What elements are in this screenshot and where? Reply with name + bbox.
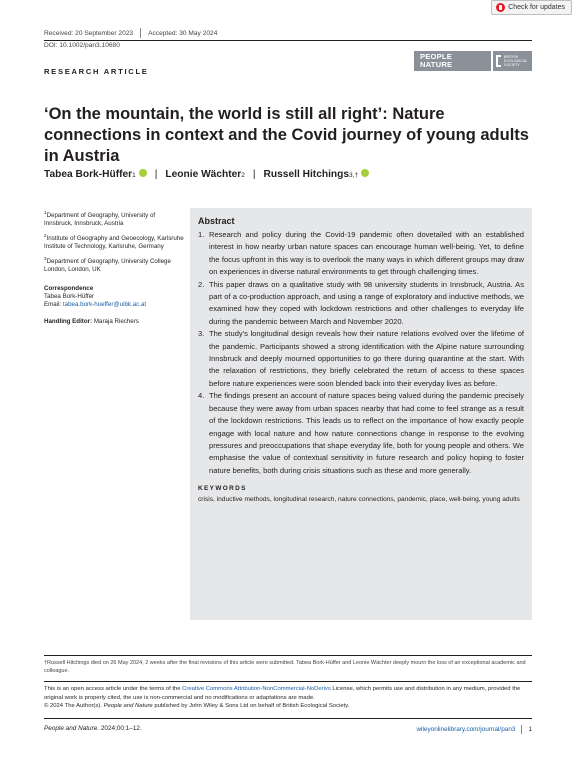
affiliation-sup: 2 (44, 232, 47, 238)
author-separator: | (154, 169, 158, 180)
keywords-text: crisis, inductive methods, longitudinal research, nature connections, pandemic, place, well-being, young adults (198, 496, 520, 504)
author-name[interactable]: Russell Hitchings (263, 169, 350, 180)
license-text: This is an open access article under the terms of the (44, 686, 183, 692)
copyright-text: © 2024 The Author(s). (44, 703, 104, 710)
abstract-heading: Abstract (198, 216, 235, 226)
license-block (44, 685, 532, 711)
abstract-item-number: 2. (198, 279, 205, 289)
cc-license-link[interactable]: Creative Commons Attribution-NonCommercial-NoDerivs (182, 686, 331, 692)
license-text: License, which permits use and distribution in any medium, provided the original work is properly cited, the use is non-commercial and no modifications or adaptations are made. (44, 686, 521, 701)
abstract-item-text: This paper draws on a qualitative study with 98 university students in Innsbruck, Austria. As part of a co-production approach, and using a range of exploratory and inductive methods, we examined how they coped with lockdown restrictions and other challenges to everyday life during the pandemic between March and November 2020. (209, 279, 524, 326)
footer-citation (44, 725, 142, 732)
license-rule (44, 681, 532, 682)
abstract-item-number: 3. (198, 329, 205, 339)
article-title: ‘On the mountain, the world is still all right’: Nature connections in context and the Covid journey of young adults in Austria (44, 105, 529, 165)
affiliation (44, 209, 184, 229)
correspondence-heading: Correspondence (44, 284, 94, 292)
date-separator (140, 28, 141, 38)
orcid-icon[interactable] (139, 169, 147, 177)
correspondence-email (44, 301, 184, 309)
orcid-icon[interactable] (361, 169, 369, 177)
affiliation (44, 232, 184, 252)
affiliation (44, 255, 184, 275)
affiliation-text: Department of Geography, University College London, London, UK (44, 257, 171, 274)
abstract-item-number: 4. (198, 391, 205, 401)
page-number: 1 (528, 726, 532, 733)
footer-rule (44, 718, 532, 719)
correspondence-name: Tabea Bork-Hüffer (44, 293, 95, 301)
people-nature-logo (414, 51, 491, 71)
bes-logo (493, 51, 532, 71)
email-label: Email: (44, 301, 63, 309)
abstract-item (198, 328, 524, 390)
affiliation-text: Department of Geography, University of Innsbruck, Innsbruck, Austria (44, 212, 156, 228)
abstract-item (198, 390, 524, 477)
abstract-list (198, 229, 524, 477)
abstract-item-text: The study's longitudinal design reveals how their nature relations evolved over the lifetime of the pandemic. Participants showed a strong identification with the Alpine nature surrounding Innsbruck and deeply mourned opportunities to go there during quarantine at the start. With the relaxation of restrictions, they briefly celebrated the return of access to these spaces before nature experiences were soon blended back into their everyday lives as before. (209, 329, 524, 388)
header-rule (44, 40, 532, 41)
abstract-item-text: The findings present an account of nature spaces being valued during the pandemic precisely because they were away from urban spaces nearby that had come to feel strange as a result of the lockdown restrictions. This leads us to reflect on the importance of how exactly people engage with local nature and how nature connections change in response to the evolving pressures and preoccupations that shape everyday life, both for young people and others. We emphasise the value of contextual sensitivity in future research and policy hoping to foster nature benefits, both during crisis situations such as these and more generally. (209, 391, 524, 475)
author-affiliation-sup: 2 (241, 172, 245, 179)
article-type: RESEARCH ARTICLE (44, 67, 149, 76)
author-affiliation-sup: 3,† (349, 172, 359, 179)
affiliation-sup: 3 (44, 255, 47, 261)
author-affiliation-sup: 1 (132, 172, 136, 179)
logo-line-2: NATURE (420, 60, 453, 69)
footer-journal: People and Nature. (44, 725, 100, 732)
check-for-updates-label: Check for updates (508, 4, 565, 11)
footer-citation-text: 2024;00:1–12. (99, 725, 142, 732)
article-sidebar (44, 209, 184, 329)
copyright-journal: People and Nature (103, 703, 153, 710)
abstract-item (198, 279, 524, 329)
logo-line-1: PEOPLE (420, 52, 453, 61)
author-separator: | (252, 169, 256, 180)
affiliation-text: Institute of Geography and Geoecology, Karlsruhe Institute of Technology, Karlsruhe, Germany (44, 234, 184, 251)
abstract-box (190, 208, 532, 620)
handling-editor-label: Handling Editor: (44, 317, 93, 325)
check-for-updates-button[interactable] (491, 0, 572, 15)
crossmark-icon (496, 3, 505, 12)
abstract-item-text: Research and policy during the Covid-19 pandemic often dovetailed with an established interest in how nearby urban nature spaces can encourage human well-being. Yet, to define the focus upfront in this way is to overlook the many ways in which different groups may draw on experiences in diverse natural environments to get through challenging times. (209, 230, 524, 277)
copyright-text: published by John Wiley & Sons Ltd on behalf of British Ecological Society. (152, 703, 350, 710)
footer-separator (521, 725, 522, 734)
abstract-item (198, 229, 524, 279)
affiliation-sup: 1 (44, 210, 47, 215)
bes-mark-icon (496, 55, 501, 67)
email-link[interactable]: tabea.bork-hueffer@uibk.ac.at (62, 301, 147, 309)
journal-logo (414, 51, 532, 71)
abstract-item-number: 1. (198, 230, 205, 239)
footer-right (416, 725, 532, 734)
author-name[interactable]: Tabea Bork-Hüffer (44, 169, 133, 180)
handling-editor (44, 318, 184, 326)
footnote-rule (44, 655, 532, 656)
doi: DOI: 10.1002/pan3.10680 (44, 42, 120, 49)
author-list (44, 169, 369, 180)
keywords-heading: KEYWORDS (198, 485, 247, 493)
footnote: †Russell Hitchings died on 26 May 2024, 2 weeks after the final revisions of this article were submitted. Tabea Bork-Hüffer and Leonie Wächter deeply mourn the loss of an exceptional academic and colleague. (44, 660, 526, 674)
journal-url-link[interactable]: wileyonlinelibrary.com/journal/pan3 (416, 726, 516, 733)
bes-text: BRITISH ECOLOGICAL SOCIETY (504, 55, 528, 67)
received-date: Received: 20 September 2023 (44, 29, 134, 37)
submission-dates (44, 28, 217, 38)
accepted-date: Accepted: 30 May 2024 (148, 29, 218, 37)
author-name[interactable]: Leonie Wächter (165, 169, 242, 180)
handling-editor-name: Maraja Riechers (93, 317, 139, 325)
